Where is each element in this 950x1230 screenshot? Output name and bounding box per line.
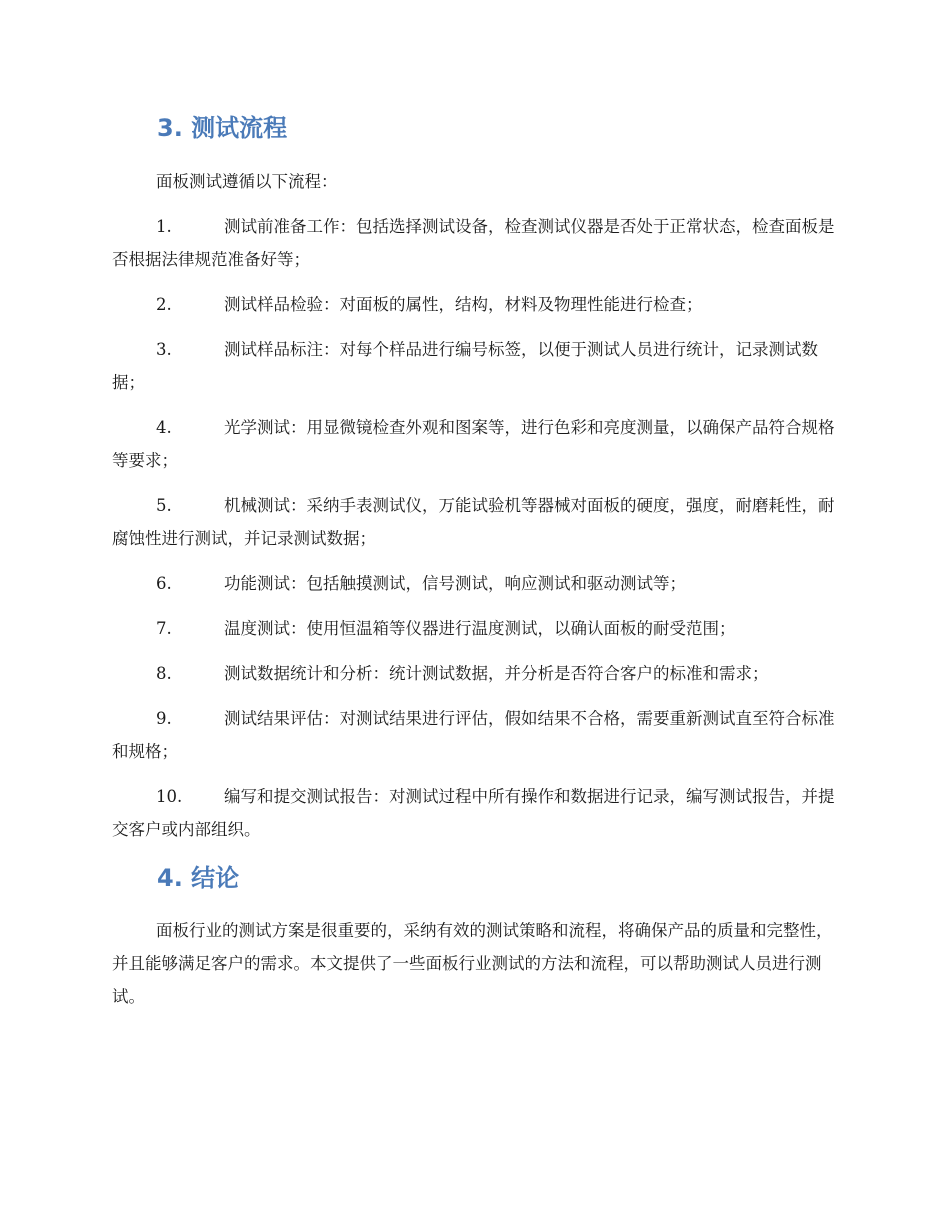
list-item <box>112 333 840 399</box>
list-item-number: 2. <box>156 295 172 314</box>
list-item-text: 编写和提交测试报告：对测试过程中所有操作和数据进行记录，编写测试报告，并提交客户或内部组织。 <box>112 787 835 839</box>
list-item <box>112 210 840 276</box>
list-item-number: 3. <box>156 340 172 359</box>
list-item-text: 功能测试：包括触摸测试，信号测试，响应测试和驱动测试等； <box>224 574 686 593</box>
list-item-text: 机械测试：采纳手表测试仪，万能试验机等器械对面板的硬度，强度，耐磨耗性，耐腐蚀性进行测试，并记录测试数据； <box>112 496 835 548</box>
list-item-number: 1. <box>156 217 172 236</box>
list-item-text: 测试数据统计和分析：统计测试数据，并分析是否符合客户的标准和需求； <box>224 664 769 683</box>
section-4-body: 面板行业的测试方案是很重要的，采纳有效的测试策略和流程，将确保产品的质量和完整性，并且能够满足客户的需求。本文提供了一些面板行业测试的方法和流程，可以帮助测试人员进行测试。 <box>112 921 833 1006</box>
list-item <box>112 612 840 645</box>
process-list <box>112 210 840 858</box>
list-item-number: 6. <box>156 574 172 593</box>
list-item-text: 测试结果评估：对测试结果进行评估，假如结果不合格，需要重新测试直至符合标准和规格； <box>112 709 835 761</box>
list-item <box>112 411 840 477</box>
section-3-intro: 面板测试遵循以下流程： <box>156 172 338 191</box>
section-3-heading: 3. 测试流程 <box>157 114 288 142</box>
list-item-number: 10. <box>156 787 183 806</box>
list-item-text: 光学测试：用显微镜检查外观和图案等，进行色彩和亮度测量，以确保产品符合规格等要求； <box>112 418 835 470</box>
list-item-text: 温度测试：使用恒温箱等仪器进行温度测试，以确认面板的耐受范围； <box>224 619 736 638</box>
list-item-number: 7. <box>156 619 172 638</box>
list-item-text: 测试样品检验：对面板的属性，结构，材料及物理性能进行检查； <box>224 295 703 314</box>
list-item-number: 5. <box>156 496 172 515</box>
list-item <box>112 567 840 600</box>
list-item <box>112 489 840 555</box>
list-item <box>112 702 840 768</box>
section-4-heading: 4. 结论 <box>157 864 240 892</box>
list-item <box>112 288 840 321</box>
list-item-number: 4. <box>156 418 172 437</box>
list-item-text: 测试样品标注：对每个样品进行编号标签，以便于测试人员进行统计，记录测试数据； <box>112 340 818 392</box>
list-item <box>112 780 840 846</box>
list-item-text: 测试前准备工作：包括选择测试设备，检查测试仪器是否处于正常状态，检查面板是否根据法律规范准备好等； <box>112 217 835 269</box>
list-item <box>112 657 840 690</box>
list-item-number: 8. <box>156 664 172 683</box>
list-item-number: 9. <box>156 709 172 728</box>
